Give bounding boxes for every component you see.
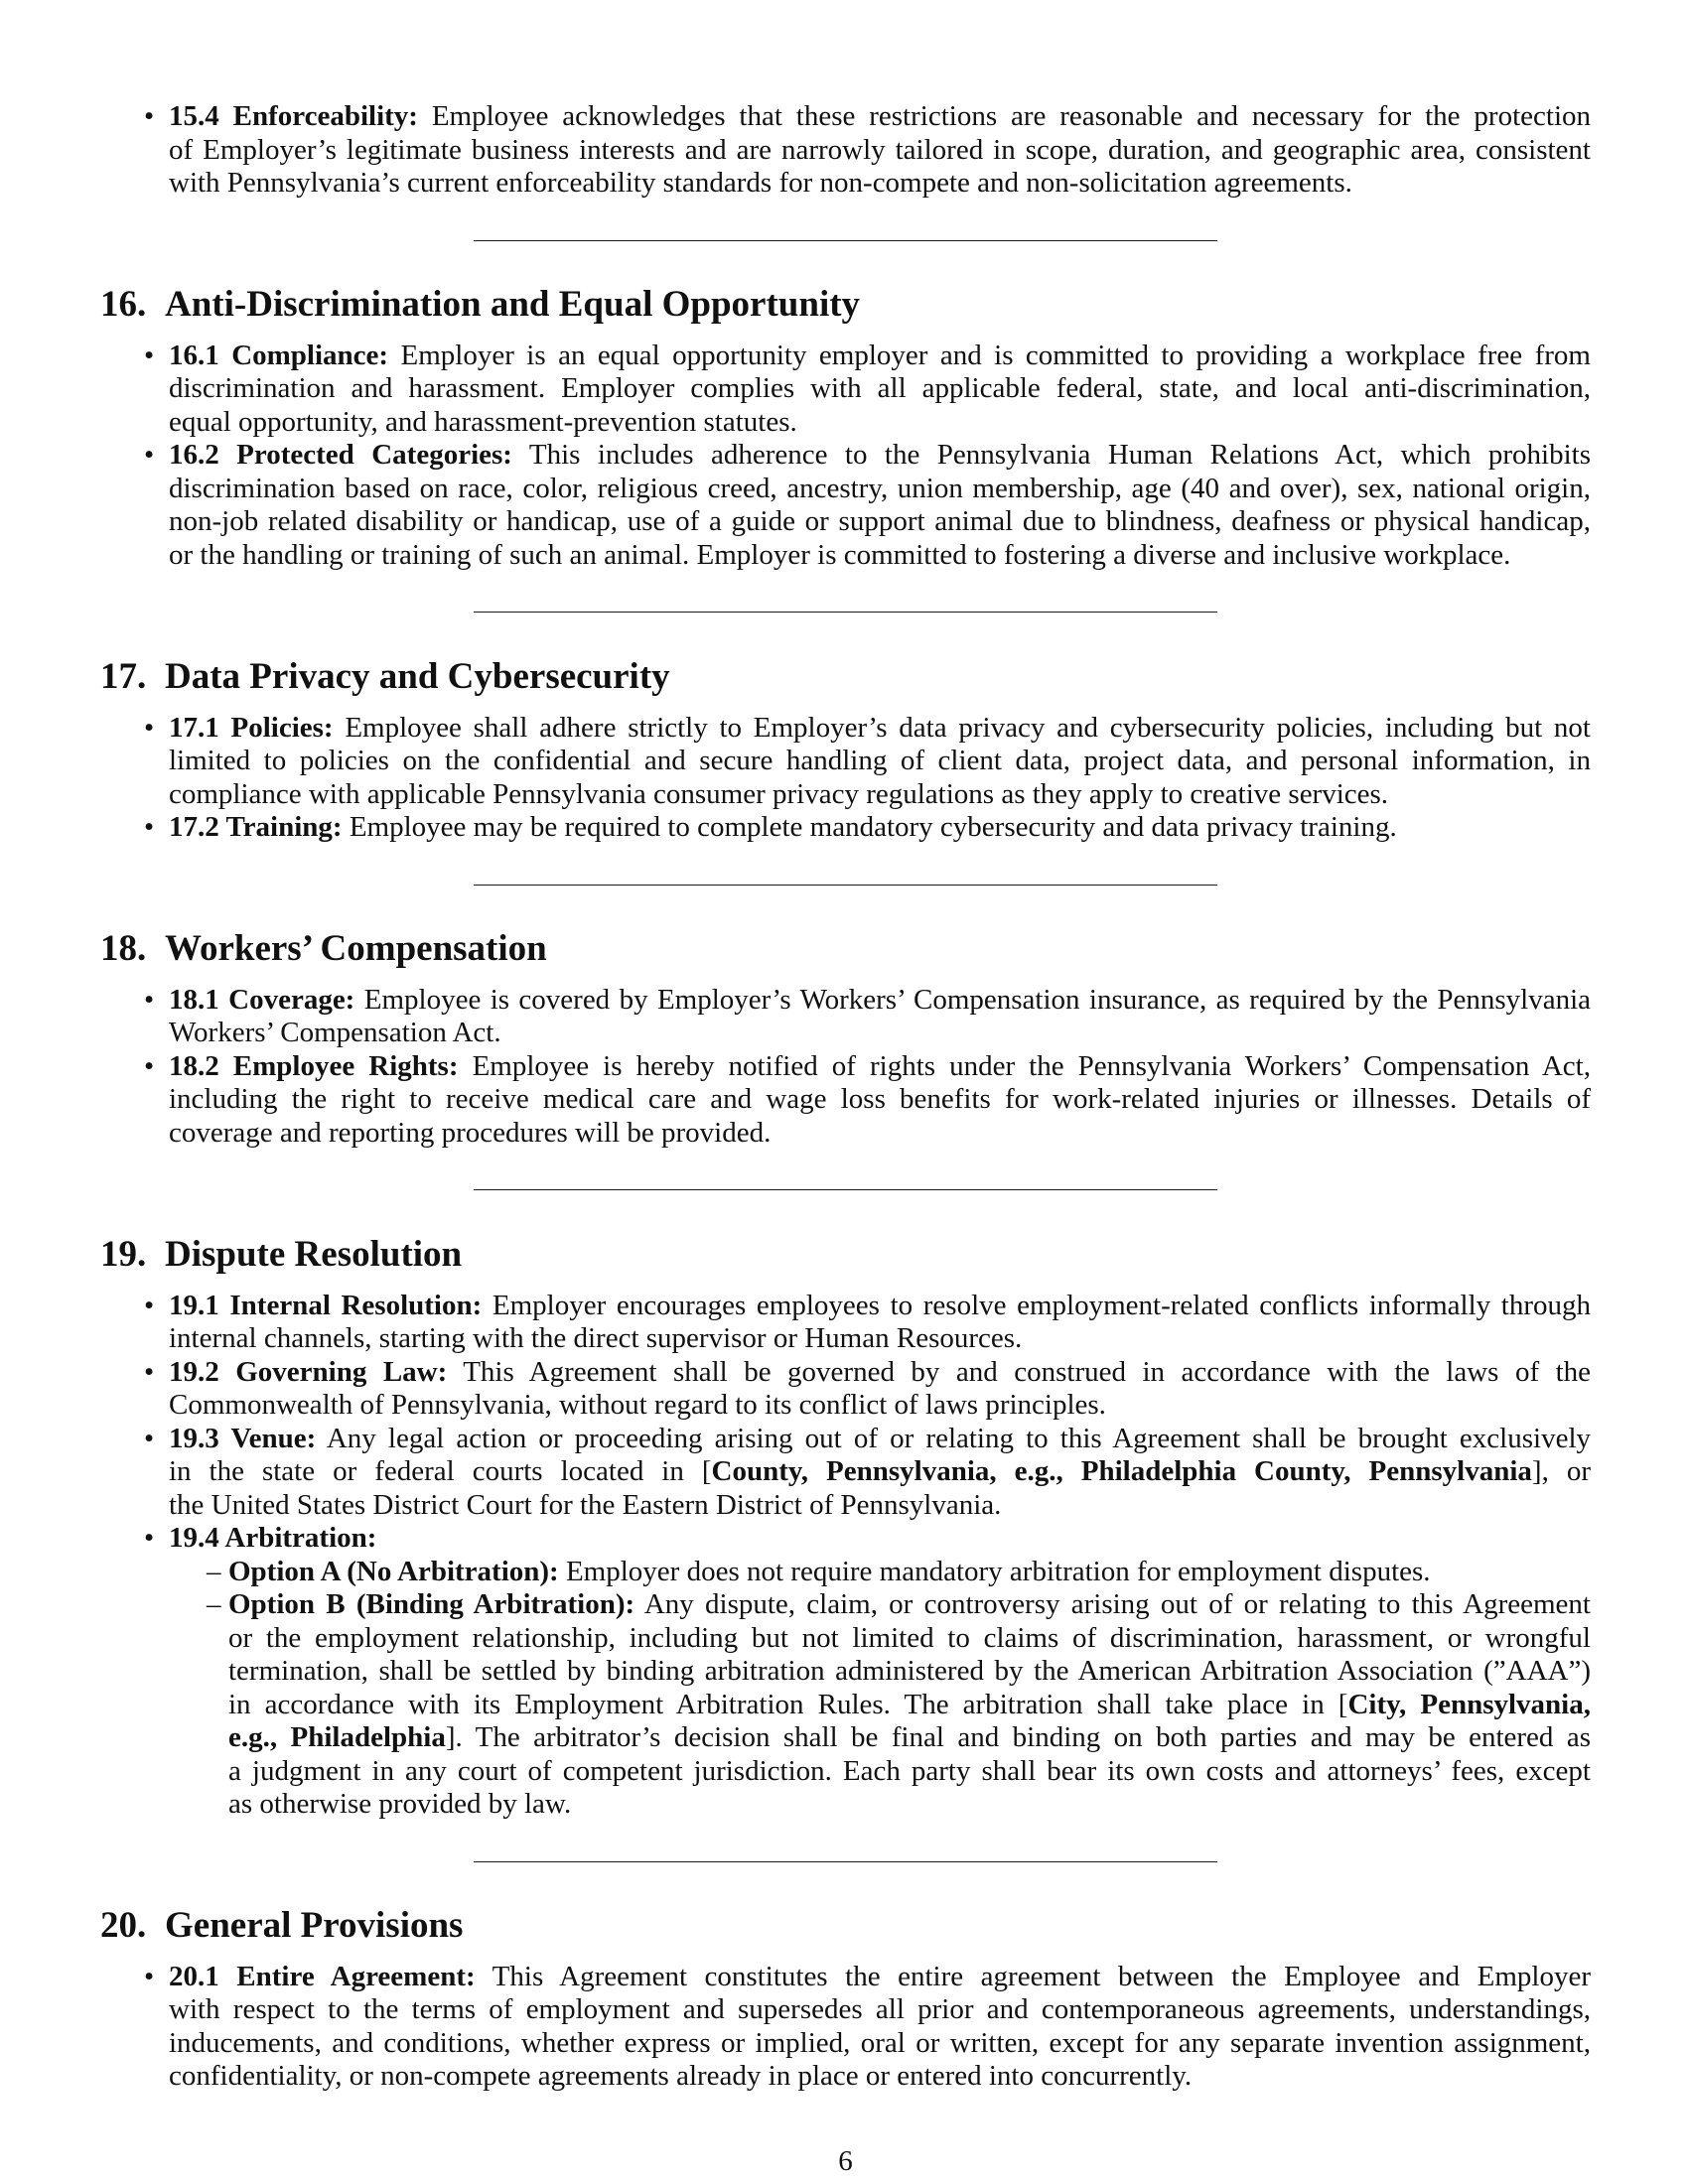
- text-line: [228, 1721, 1591, 1755]
- item-label: 19.2 Governing Law:: [169, 1355, 448, 1388]
- item-text: discrimination and harassment. Employer complies with all applicable federal, state, and local anti-discrimination,: [169, 372, 1591, 405]
- item-text: or the employment relationship, including but not limited to claims of discrimination, harassment, or wrongful: [228, 1621, 1591, 1654]
- item-text: Employee is covered by Employer’s Workers’ Compensation insurance, as required by the Pennsylvania: [354, 983, 1592, 1016]
- item-text: discrimination based on race, color, religious creed, ancestry, union membership, age (40 and over), sex, national origin,: [169, 472, 1591, 504]
- item-text: This Agreement constitutes the entire agreement between the Employee and Employer: [475, 1960, 1591, 1992]
- section-20: [100, 1861, 1591, 2094]
- text-line: [169, 100, 1591, 134]
- section-divider: [474, 240, 1217, 241]
- list-item: [100, 984, 1591, 1050]
- item-text: non-job related disability or handicap, use of a guide or support animal due to blindness, deafness or physical handicap,: [169, 505, 1591, 538]
- item-text: Employee may be required to complete mandatory cybersecurity and data privacy training.: [342, 811, 1397, 843]
- item-label: 17.1 Policies:: [169, 711, 334, 744]
- text-line: [228, 1788, 1591, 1822]
- text-line: [169, 372, 1591, 406]
- section-title: Anti-Discrimination and Equal Opportunity: [165, 284, 861, 325]
- text-line: [228, 1622, 1591, 1656]
- text-line: [169, 1050, 1591, 1084]
- section-divider: [474, 612, 1217, 613]
- text-line: [228, 1556, 1591, 1589]
- text-line: [169, 539, 1591, 573]
- section-heading: [100, 927, 1591, 971]
- text-line: [169, 1290, 1591, 1323]
- list-item: [100, 1423, 1591, 1523]
- text-line: [228, 1689, 1591, 1722]
- bullet-list: [100, 340, 1591, 573]
- page-number: 6: [838, 2145, 853, 2177]
- section-title: Workers’ Compensation: [165, 928, 547, 969]
- section-18: [100, 885, 1591, 1151]
- text-line: [169, 1389, 1591, 1423]
- text-line: [169, 712, 1591, 746]
- text-line: [169, 778, 1591, 812]
- bullet-marker: •: [144, 439, 155, 472]
- item-text: with respect to the terms of employment and supersedes all prior and contemporaneous agreements, understandings,: [169, 1993, 1591, 2026]
- item-label: 16.2 Protected Categories:: [169, 439, 512, 472]
- text-line: [169, 1961, 1591, 1994]
- list-item: [100, 1522, 1591, 1822]
- bullet-marker: •: [144, 983, 155, 1016]
- item-text: including the right to receive medical care and wage loss benefits for work-related injuries or illnesses. Details of: [169, 1083, 1591, 1116]
- bold-text: County, Pennsylvania, e.g., Philadelphia County, Pennsylvania: [711, 1455, 1532, 1487]
- item-text: Any dispute, claim, or controversy arising out of or relating to this Agreement: [634, 1588, 1591, 1620]
- item-label: 17.2 Training:: [169, 811, 343, 843]
- list-item: [100, 1356, 1591, 1423]
- item-label: 18.2 Employee Rights:: [169, 1049, 459, 1082]
- section-title: Data Privacy and Cybersecurity: [165, 655, 670, 697]
- item-text: ], or: [1531, 1455, 1591, 1487]
- bullet-list: [100, 712, 1591, 845]
- section-number: 18.: [100, 928, 147, 969]
- dash-marker: –: [207, 1588, 221, 1620]
- text-line: [169, 473, 1591, 506]
- item-text: as otherwise provided by law.: [228, 1788, 572, 1820]
- item-text: This Agreement shall be governed by and construed in accordance with the laws of the: [447, 1355, 1592, 1388]
- item-label: Option B (Binding Arbitration):: [228, 1588, 635, 1620]
- bullet-marker: •: [144, 1289, 155, 1321]
- item-text: in accordance with its Employment Arbitration Rules. The arbitration shall take place in [: [228, 1688, 1348, 1720]
- item-text: Employee acknowledges that these restrictions are reasonable and necessary for the protection: [417, 100, 1592, 132]
- sub-list-item: [169, 1556, 1591, 1589]
- bullet-list: [100, 984, 1591, 1151]
- section-title: General Provisions: [165, 1905, 464, 1946]
- section-divider: [474, 1861, 1217, 1862]
- item-text: Employer does not require mandatory arbitration for employment disputes.: [558, 1555, 1431, 1587]
- text-line: [169, 167, 1591, 201]
- sub-list: [169, 1556, 1591, 1822]
- item-label: Option A (No Arbitration):: [228, 1555, 559, 1587]
- item-text: confidentiality, or non-compete agreements already in place or entered into concurrently.: [169, 2060, 1193, 2093]
- bullet-list: [100, 1290, 1591, 1822]
- text-line: [169, 2060, 1591, 2094]
- text-line: [228, 1755, 1591, 1789]
- item-text: internal channels, starting with the direct supervisor or Human Resources.: [169, 1322, 1023, 1354]
- section-number: 17.: [100, 655, 147, 697]
- document-body: [100, 100, 1591, 2094]
- item-text: the United States District Court for the Eastern District of Pennsylvania.: [169, 1488, 1002, 1521]
- list-item: [100, 712, 1591, 812]
- text-line: [169, 1017, 1591, 1050]
- text-line: [169, 1522, 1591, 1556]
- dash-marker: –: [207, 1555, 221, 1587]
- text-line: [169, 1993, 1591, 2027]
- item-text: compliance with applicable Pennsylvania consumer privacy regulations as they apply to creative services.: [169, 777, 1389, 810]
- text-line: [169, 745, 1591, 778]
- bullet-marker: •: [144, 339, 155, 371]
- list-item: [100, 1050, 1591, 1151]
- item-text: with Pennsylvania’s current enforceability standards for non-compete and non-solicitation agreements.: [169, 167, 1352, 199]
- item-text: This includes adherence to the Pennsylvania Human Relations Act, which prohibits: [511, 439, 1591, 472]
- section-title: Dispute Resolution: [165, 1233, 463, 1275]
- item-text: ]. The arbitrator’s decision shall be final and binding on both parties and may be entered as: [445, 1721, 1591, 1753]
- bold-text: City, Pennsylvania,: [1347, 1688, 1591, 1720]
- section-number: 20.: [100, 1905, 147, 1946]
- list-item: [100, 811, 1591, 845]
- text-line: [169, 406, 1591, 440]
- bullet-list: [100, 100, 1591, 201]
- list-item: [100, 340, 1591, 440]
- bullet-marker: •: [144, 711, 155, 744]
- text-line: [169, 1356, 1591, 1390]
- text-line: [169, 1489, 1591, 1523]
- item-label: 15.4 Enforceability:: [169, 100, 418, 132]
- item-text: Employee shall adhere strictly to Employer’s data privacy and cybersecurity policies, including but not: [333, 711, 1591, 744]
- text-line: [169, 1117, 1591, 1151]
- item-label: 19.4 Arbitration:: [169, 1522, 377, 1554]
- section-heading: [100, 1233, 1591, 1277]
- item-label: 18.1 Coverage:: [169, 983, 355, 1016]
- bold-text: e.g., Philadelphia: [228, 1721, 446, 1753]
- text-line: [169, 811, 1591, 845]
- text-line: [169, 340, 1591, 373]
- item-label: 19.3 Venue:: [169, 1422, 317, 1454]
- text-line: [169, 984, 1591, 1018]
- text-line: [169, 2027, 1591, 2061]
- section-divider: [474, 885, 1217, 886]
- item-text: of Employer’s legitimate business interests and are narrowly tailored in scope, duration, and geographic area, consistent: [169, 133, 1591, 166]
- list-item: [100, 100, 1591, 201]
- bullet-marker: •: [144, 100, 155, 132]
- text-line: [169, 1423, 1591, 1456]
- bullet-marker: •: [144, 1960, 155, 1992]
- section-number: 16.: [100, 284, 147, 325]
- section-heading: [100, 1904, 1591, 1948]
- item-text: termination, shall be settled by binding arbitration administered by the American Arbitration Association (”AAA”): [228, 1655, 1591, 1687]
- bullet-list: [100, 1961, 1591, 2094]
- item-text: Employee is hereby notified of rights under the Pennsylvania Workers’ Compensation Act,: [458, 1049, 1591, 1082]
- section-19: [100, 1189, 1591, 1821]
- bullet-marker: •: [144, 1049, 155, 1082]
- item-text: inducements, and conditions, whether express or implied, oral or written, except for any separate invention assignment,: [169, 2026, 1591, 2059]
- section-divider: [474, 1189, 1217, 1190]
- item-text: Employer is an equal opportunity employer and is committed to providing a workplace free from: [388, 339, 1591, 371]
- bullet-marker: •: [144, 1522, 155, 1554]
- sub-list-item: [169, 1588, 1591, 1822]
- text-line: [169, 439, 1591, 473]
- section-16: [100, 240, 1591, 573]
- text-line: [228, 1588, 1591, 1622]
- item-label: 20.1 Entire Agreement:: [169, 1960, 476, 1992]
- list-item: [100, 1290, 1591, 1356]
- section-17: [100, 612, 1591, 844]
- section-heading: [100, 655, 1591, 699]
- item-text: or the handling or training of such an animal. Employer is committed to fostering a diverse and inclusive workplace.: [169, 538, 1511, 571]
- section-number: 19.: [100, 1233, 147, 1275]
- item-text: equal opportunity, and harassment-prevention statutes.: [169, 405, 797, 438]
- item-text: in the state or federal courts located in [: [169, 1455, 712, 1487]
- text-line: [169, 1083, 1591, 1117]
- text-line: [169, 505, 1591, 539]
- item-text: Workers’ Compensation Act.: [169, 1017, 501, 1049]
- text-line: [169, 1455, 1591, 1489]
- section-heading: [100, 283, 1591, 327]
- text-line: [228, 1655, 1591, 1689]
- item-text: coverage and reporting procedures will be provided.: [169, 1116, 772, 1149]
- bullet-marker: •: [144, 1422, 155, 1454]
- item-text: limited to policies on the confidential and secure handling of client data, project data, and personal information, in: [169, 745, 1591, 776]
- bullet-marker: •: [144, 1355, 155, 1388]
- list-item: [100, 1961, 1591, 2094]
- item-text: Any legal action or proceeding arising out of or relating to this Agreement shall be brought exclusively: [316, 1422, 1591, 1454]
- item-text: Employer encourages employees to resolve employment-related conflicts informally through: [482, 1289, 1591, 1321]
- item-text: Commonwealth of Pennsylvania, without regard to its conflict of laws principles.: [169, 1389, 1106, 1421]
- item-text: a judgment in any court of competent jurisdiction. Each party shall bear its own costs and attorneys’ fees, except: [228, 1754, 1591, 1787]
- bullet-marker: •: [144, 811, 155, 843]
- text-line: [169, 134, 1591, 168]
- text-line: [169, 1322, 1591, 1356]
- list-item: [100, 439, 1591, 572]
- item-label: 19.1 Internal Resolution:: [169, 1289, 483, 1321]
- item-label: 16.1 Compliance:: [169, 339, 389, 371]
